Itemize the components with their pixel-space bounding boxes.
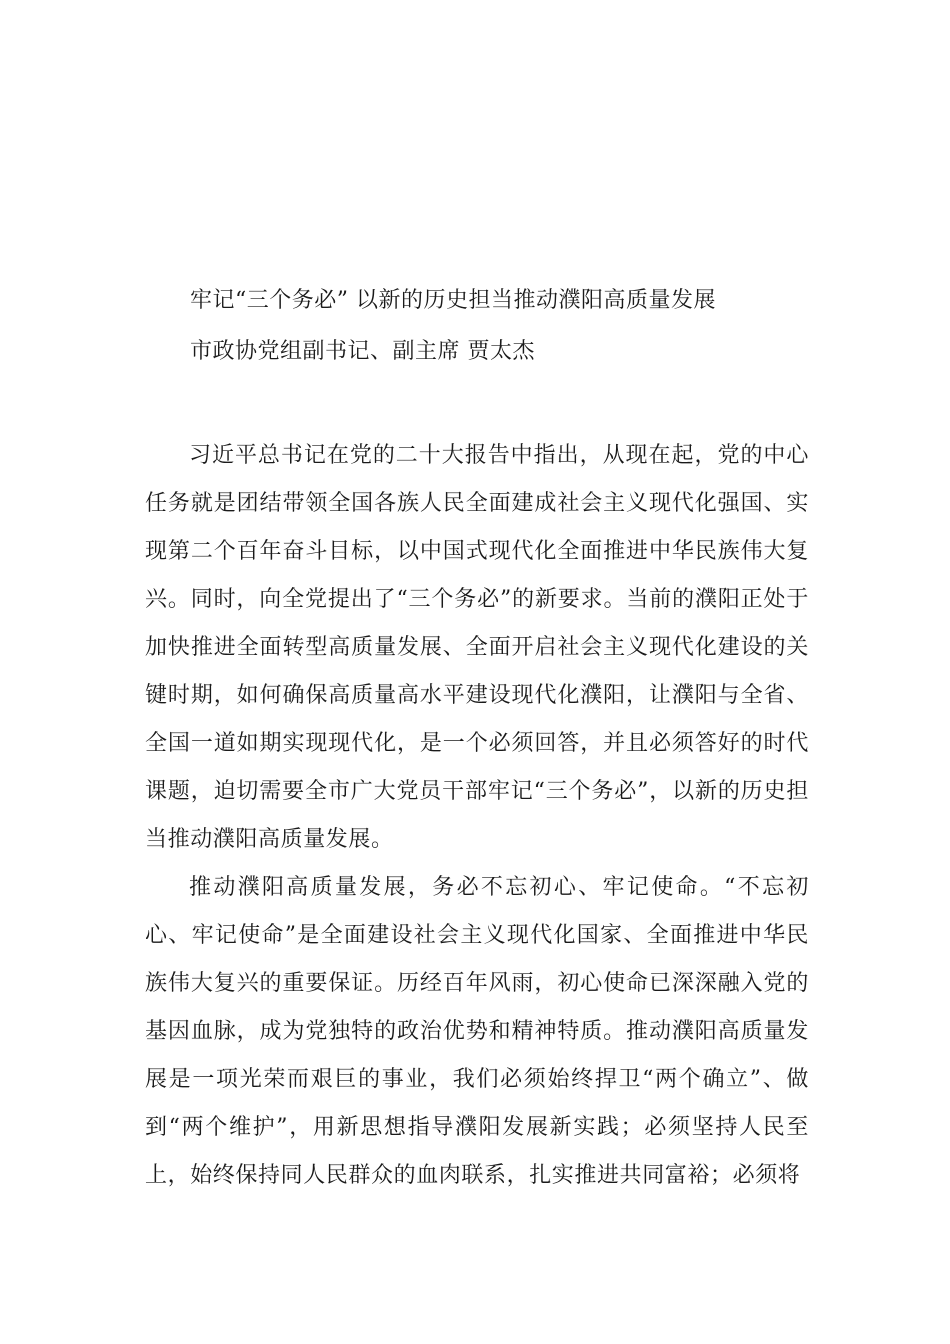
paragraph: 推动濮阳高质量发展，务必不忘初心、牢记使命。“不忘初心、牢记使命”是全面建设社会主义现代化国家、全面推进中华民族伟大复兴的重要保证。历经百年风雨，初心使命已深深融入党的基因血脉，成为党独特的政治优势和精神特质。推动濮阳高质量发展是一项光荣而艰巨的事业，我们必须始终捍卫“两个确立”、做到“两个维护”，用新思想指导濮阳发展新实践；必须坚持人民至上，始终保持同人民群众的血肉联系，扎实推进共同富裕；必须将 — [145, 875, 809, 1188]
document-author: 市政协党组副书记、副主席 贾太杰 — [190, 339, 535, 364]
paragraph: 习近平总书记在党的二十大报告中指出，从现在起，党的中心任务就是团结带领全国各族人民全面建成社会主义现代化强国、实现第二个百年奋斗目标，以中国式现代化全面推进中华民族伟大复兴。同时，向全党提出了“三个务必”的新要求。当前的濮阳正处于加快推进全面转型高质量发展、全面开启社会主义现代化建设的关键时期，如何确保高质量高水平建设现代化濮阳，让濮阳与全省、全国一道如期实现现代化，是一个必须回答，并且必须答好的时代课题，迫切需要全市广大党员干部牢记“三个务必”，以新的历史担当推动濮阳高质量发展。 — [145, 443, 809, 852]
document-body — [145, 432, 809, 1200]
document-title: 牢记“三个务必” 以新的历史担当推动濮阳高质量发展 — [190, 288, 716, 313]
